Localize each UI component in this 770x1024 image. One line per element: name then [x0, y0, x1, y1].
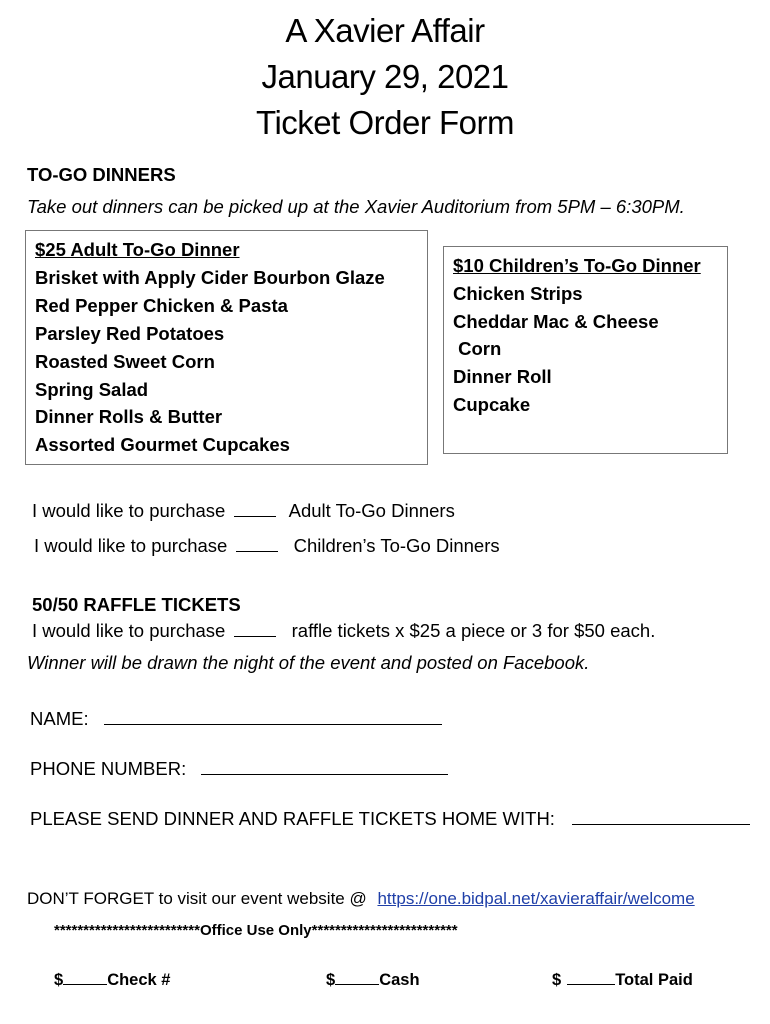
event-website-link[interactable]: https://one.bidpal.net/xavieraffair/welcome [377, 889, 695, 908]
child-menu-title: $10 Children’s To-Go Dinner [453, 255, 701, 276]
adult-purchase-suffix: Adult To-Go Dinners [288, 500, 455, 521]
reminder-text: DON’T FORGET to visit our event website @ [27, 889, 367, 908]
name-label: NAME: [30, 708, 89, 729]
purchase-prefix: I would like to purchase [32, 620, 226, 641]
adult-menu-title: $25 Adult To-Go Dinner [35, 239, 240, 260]
adult-menu-item: Roasted Sweet Corn [35, 351, 215, 372]
child-purchase-line [34, 535, 500, 557]
office-stars-left: ************************* [54, 922, 200, 939]
cash-entry [326, 971, 420, 990]
adult-menu-item: Brisket with Apply Cider Bourbon Glaze [35, 267, 385, 288]
raffle-note: Winner will be drawn the night of the event and posted on Facebook. [27, 652, 590, 673]
raffle-quantity-field[interactable] [234, 622, 276, 637]
purchase-prefix: I would like to purchase [32, 500, 226, 521]
raffle-heading: 50/50 RAFFLE TICKETS [32, 594, 241, 615]
child-menu-item: Dinner Roll [453, 366, 552, 387]
send-home-line [30, 808, 750, 830]
phone-line [30, 758, 448, 780]
togo-note: Take out dinners can be picked up at the Xavier Auditorium from 5PM – 6:30PM. [27, 196, 685, 217]
send-home-label: PLEASE SEND DINNER AND RAFFLE TICKETS HOME WITH: [30, 808, 555, 829]
name-field[interactable] [104, 710, 442, 725]
child-quantity-field[interactable] [236, 537, 278, 552]
adult-menu-item: Dinner Rolls & Butter [35, 406, 223, 427]
website-reminder [27, 889, 695, 909]
office-use-label: Office Use Only [199, 922, 312, 939]
adult-quantity-field[interactable] [234, 502, 276, 517]
adult-menu-item: Parsley Red Potatoes [35, 323, 225, 344]
adult-menu-item: Spring Salad [35, 379, 149, 400]
child-menu-item: Cheddar Mac & Cheese [453, 311, 659, 332]
total-dollar-sign: $ [552, 971, 562, 989]
child-purchase-suffix: Children’s To-Go Dinners [293, 535, 500, 556]
child-menu-box [443, 246, 728, 454]
adult-menu-item: Assorted Gourmet Cupcakes [35, 434, 290, 455]
total-label: Total Paid [615, 971, 693, 989]
office-stars-right: ************************* [311, 922, 458, 939]
cash-label: Cash [379, 971, 420, 989]
raffle-purchase-line [32, 620, 655, 642]
child-menu-item: Cupcake [453, 394, 531, 415]
adult-purchase-line [32, 500, 455, 522]
cash-dollar-sign: $ [326, 971, 336, 989]
total-amount-field[interactable] [567, 972, 615, 985]
child-menu-item: Chicken Strips [453, 283, 583, 304]
adult-menu-box [25, 230, 428, 465]
purchase-prefix: I would like to purchase [34, 535, 228, 556]
togo-heading: TO-GO DINNERS [27, 164, 176, 185]
page-title-date: January 29, 2021 [261, 58, 509, 95]
raffle-purchase-suffix: raffle tickets x $25 a piece or 3 for $50 each. [291, 620, 656, 641]
send-home-field[interactable] [572, 810, 750, 825]
check-label: Check # [107, 971, 171, 989]
total-entry [552, 971, 693, 990]
phone-label: PHONE NUMBER: [30, 758, 187, 779]
office-use-banner [54, 922, 458, 939]
cash-amount-field[interactable] [335, 972, 379, 985]
child-menu-item: Corn [453, 338, 502, 359]
page-title-event: A Xavier Affair [285, 12, 485, 49]
phone-field[interactable] [201, 760, 448, 775]
check-dollar-sign: $ [54, 971, 64, 989]
page-title-form: Ticket Order Form [256, 104, 514, 141]
name-line [30, 708, 442, 730]
check-entry [54, 971, 170, 990]
adult-menu-item: Red Pepper Chicken & Pasta [35, 295, 288, 316]
check-amount-field[interactable] [63, 972, 107, 985]
